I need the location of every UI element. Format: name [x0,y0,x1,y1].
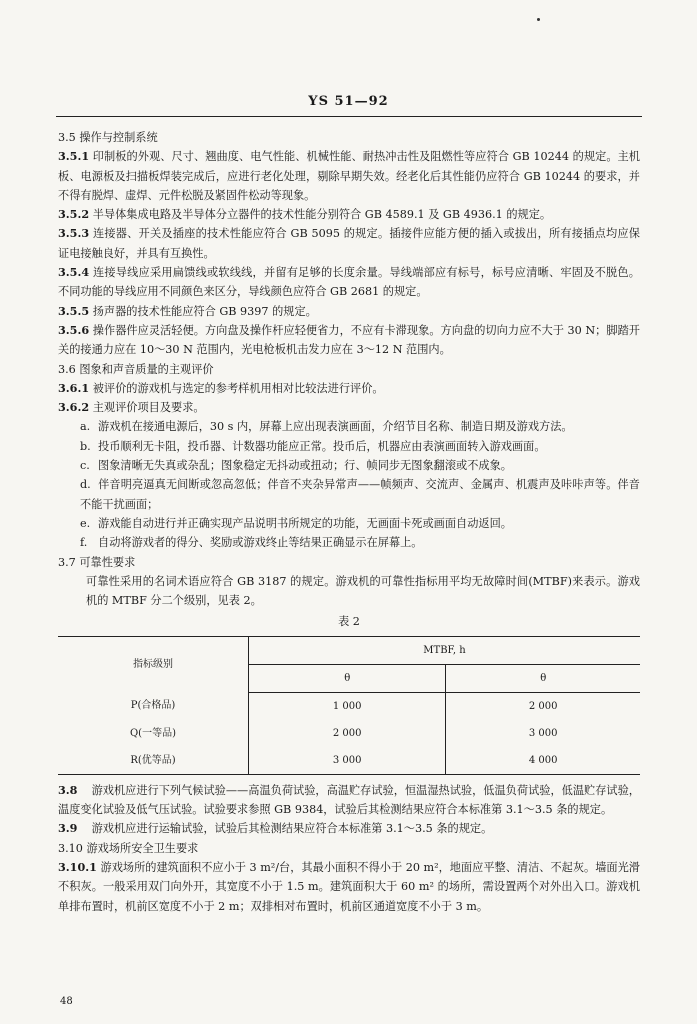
list-item-b: b. 投币顺利无卡阻，投币器、计数器功能应正常。投币后，机器应由表演画面转入游戏画面。 [80,439,546,453]
list-item-a: a. 游戏机在接通电源后，30 s 内，屏幕上应出现表演画面，介绍节目名称、制造日期及游戏方法。 [80,420,573,434]
para-3-5-6: 3.5.6 操作器件应灵活轻便。方向盘及操作杆应轻便省力，不应有卡滞现象。方向盘的切向力应不大于 30 N；脚踏开关的接通力应在 10～30 N 范围内，光电枪板机击发力应在 3～12 N 范围内。 [58,322,640,357]
para-3-7: 可靠性采用的名词术语应符合 GB 3187 的规定。游戏机的可靠性指标用平均无故障时间(MTBF)来表示。游戏机的 MTBF 分二个级别，见表 2。 [86,574,640,608]
table-cell-grade: R(优等品) [58,747,249,775]
table-header-mtbf: MTBF, h [249,636,641,664]
para-3-5-2: 3.5.2 半导体集成电路及半导体分立器件的技术性能分别符合 GB 4589.1 及 GB 4936.1 的规定。 [58,207,552,222]
table-cell: 3 000 [528,727,558,739]
table-row [58,747,640,775]
para-3-5-3: 3.5.3 连接器、开关及插座的技术性能应符合 GB 5095 的规定。插接件应能方便的插入或拔出，所有接插点均应保证电接触良好，并具有互换性。 [58,226,640,260]
para-3-6-1: 3.6.1 被评价的游戏机与选定的参考样机用相对比较法进行评价。 [58,380,384,395]
list-item-c: c. 图象清晰无失真或杂乱；图象稳定无抖动或扭动；行、帧同步无图象翻滚或不成象。 [80,459,512,473]
table-subheader: θ [249,664,446,692]
section-3-5-heading: 3.5 操作与控制系统 [58,131,158,144]
table-caption: 表 2 [338,615,360,629]
body-text [58,128,640,916]
section-3-10-heading: 3.10 游戏场所安全卫生要求 [58,841,199,855]
scan-speck [537,18,540,21]
header-rule [56,116,642,117]
para-3-5-4: 3.5.4 连接导线应采用扁馈线或软线线，并留有足够的长度余量。导线端部应有标号，标号应清晰、牢固及不脱色。不同功能的导线应用不同颜色来区分，导线颜色应符合 GB 2681 的规定。 [58,265,640,299]
page-number: 48 [60,996,73,1007]
para-3-8: 3.8 游戏机应进行下列气候试验——高温负荷试验，高温贮存试验，恒温湿热试验，低温负荷试验，低温贮存试验，温度变化试验及低气压试验。试验要求参照 GB 9384，试验后其检测结果应符合本标准第 3.1～3.5 条的规定。 [58,782,640,817]
table-cell-grade: P(合格品) [58,692,249,720]
table-cell: 2 000 [249,720,446,747]
table-subheader: θ [446,664,640,692]
section-3-6-heading: 3.6 图象和声音质量的主观评价 [58,362,214,376]
para-3-10-1: 3.10.1 游戏场所的建筑面积不应小于 3 m²/台，其最小面积不得小于 20 m²，地面应平整、清洁、不起灰。墙面光滑不积灰。一般采用双门向外开，其宽度不小于 1.5 m。建筑面积大于 60 m² 的场所，需设置两个对外出入口。游戏机单排布置时，机前区宽度不小于 2 m；双排相对布置时，机前区通道宽度不小于 3 m。 [58,859,640,913]
table-row [58,692,640,720]
table-cell-grade: Q(一等品) [58,720,249,747]
list-item-e: e. 游戏能自动进行并正确实现产品说明书所规定的功能，无画面卡死或画面自动返回。 [80,516,512,530]
para-3-6-2: 3.6.2 主观评价项目及要求。 [58,400,205,415]
table-cell: 2 000 [528,700,558,712]
table-cell: 1 000 [249,692,446,720]
page-header: YS 51—92 [308,94,389,109]
para-3-5-5: 3.5.5 扬声器的技术性能应符合 GB 9397 的规定。 [58,303,317,318]
para-3-9: 3.9 游戏机应进行运输试验，试验后其检测结果应符合本标准第 3.1～3.5 条的规定。 [58,821,493,836]
table-row [58,720,640,747]
table-cell: 4 000 [446,747,640,775]
table-cell: 3 000 [249,747,446,775]
list-item-f: f. 自动将游戏者的得分、奖励或游戏终止等结果正确显示在屏幕上。 [80,536,423,550]
list-item-d: d. 伴音明亮逼真无间断或忽高忽低；伴音不夹杂异常声——帧频声、交流声、金属声、机震声及咔咔声等。伴音不能干扰画面； [80,478,640,511]
section-3-7-heading: 3.7 可靠性要求 [58,555,136,569]
mtbf-table [58,636,640,775]
para-3-5-1: 3.5.1 印制板的外观、尺寸、翘曲度、电气性能、机械性能、耐热冲击性及阻燃性等应符合 GB 10244 的规定。主机板、电源板及扫描板焊装完成后，应进行老化处理，剔除早期失效。经老化后其性能仍应符合 GB 10244 的要求，并不得有脱焊、虚焊、元件松脱及紧固件松动等现象。 [58,149,640,202]
table-header-grade: 指标级别 [58,636,249,692]
